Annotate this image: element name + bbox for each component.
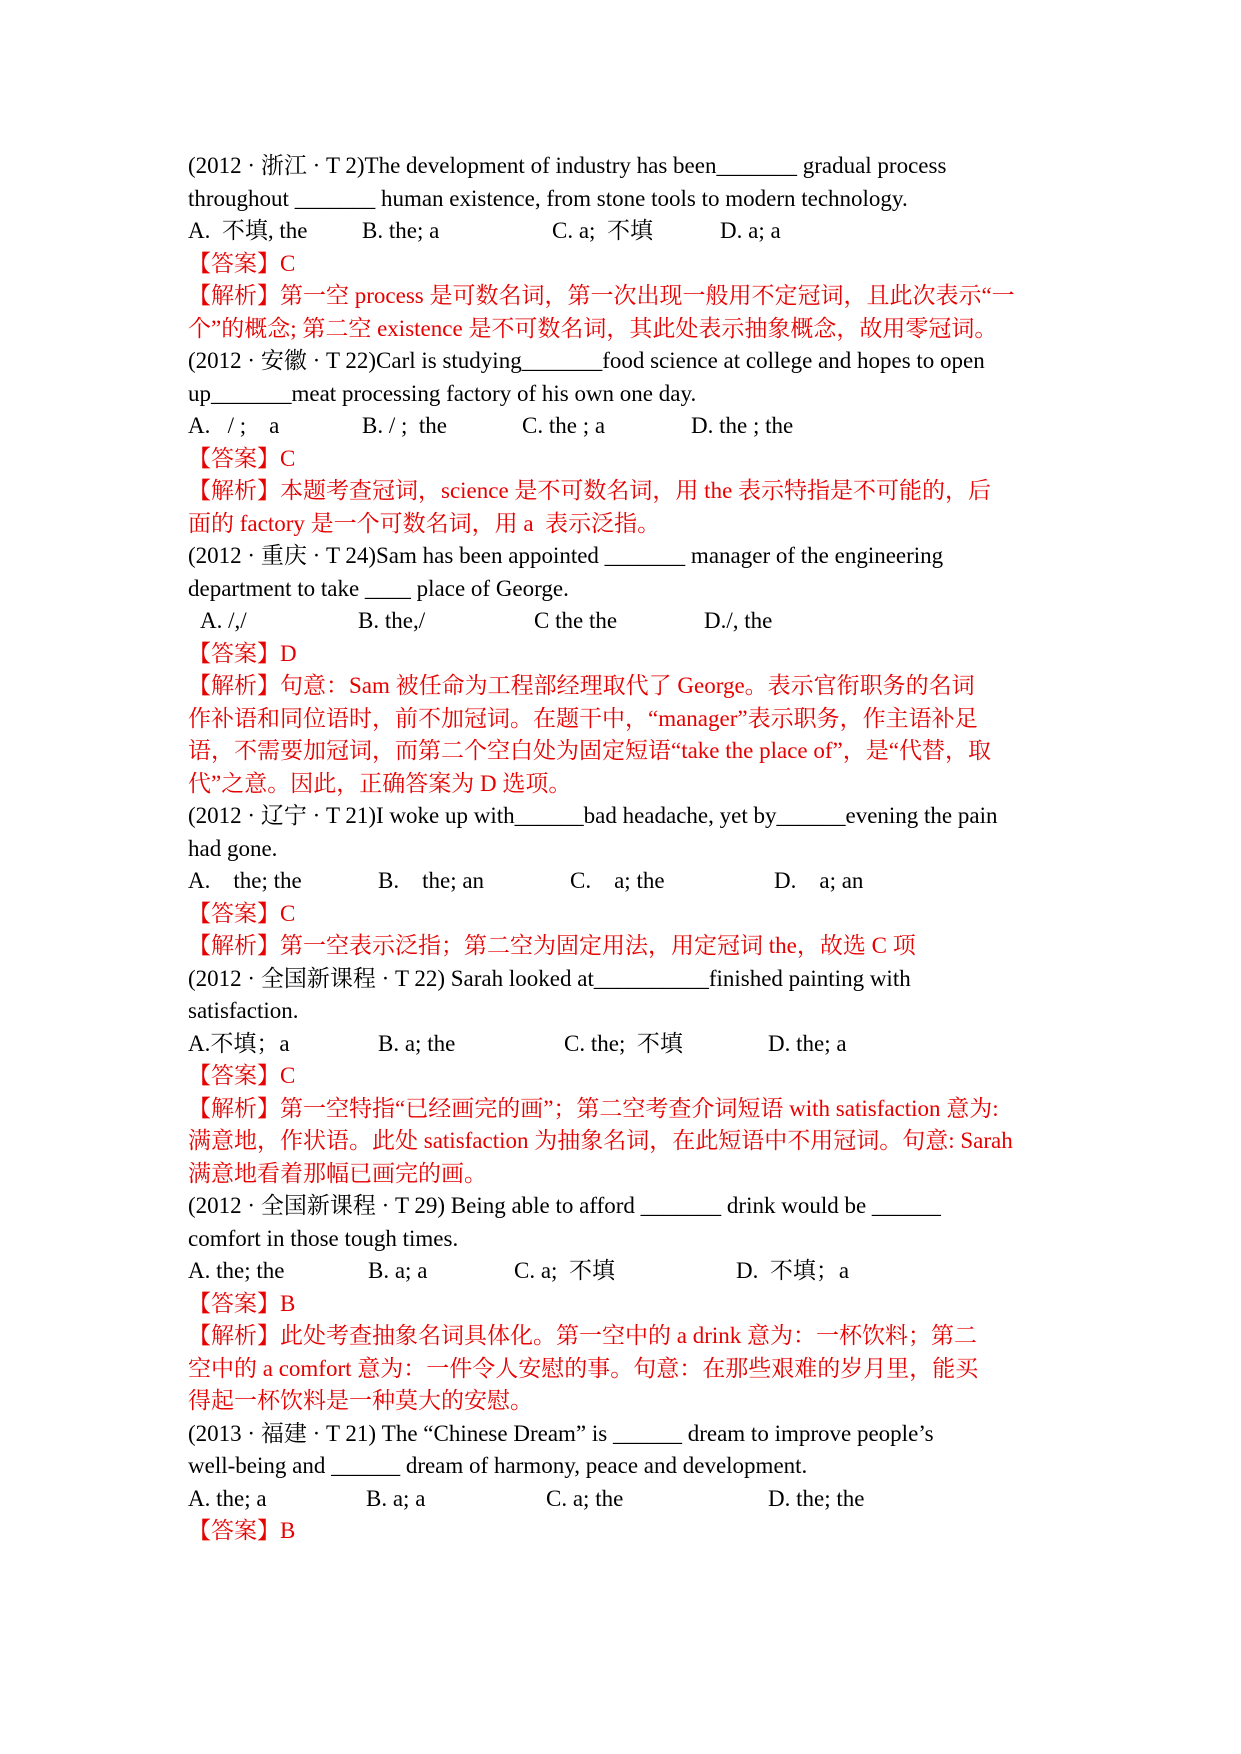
question-stem: well-being and ______ dream of harmony, peace and development.	[188, 1453, 808, 1478]
option-a: A. the; a	[188, 1485, 267, 1511]
analysis-text: 代”之意。因此，正确答案为 D 选项。	[188, 770, 572, 796]
option-c: C. the ; a	[522, 413, 606, 438]
analysis-text: 满意地看着那幅已画完的画。	[188, 1160, 487, 1186]
question-stem: (2012 · 安徽 · T 22)Carl is studying_______food science at college and hopes to open	[188, 348, 985, 373]
answer-options	[188, 410, 1068, 443]
option-d: D. a; an	[774, 868, 864, 893]
analysis-text: 语，不需要加冠词，而第二个空白处为固定短语“take the place of”，是“代替，取	[188, 738, 991, 763]
analysis-text: 【解析】第一空特指“已经画完的画”；第二空考查介词短语 with satisfaction 意为:	[188, 1095, 999, 1121]
answer-options	[188, 1028, 1068, 1061]
answer-options	[188, 865, 1068, 898]
question-2	[188, 345, 1068, 540]
answer-options	[188, 215, 1068, 248]
question-5	[188, 963, 1068, 1191]
option-b: B. / ; the	[362, 413, 447, 438]
option-b: B. the,/	[358, 608, 426, 633]
question-stem: comfort in those tough times.	[188, 1225, 459, 1251]
answer-options	[188, 605, 1068, 638]
question-stem: (2012 · 浙江 · T 2)The development of industry has been_______ gradual process	[188, 153, 947, 178]
analysis-text: 【解析】此处考查抽象名词具体化。第一空中的 a drink 意为：一杯饮料；第二	[188, 1323, 978, 1348]
option-a: A. the; the	[188, 1258, 285, 1283]
question-4	[188, 800, 1068, 963]
analysis-text: 满意地，作状语。此处 satisfaction 为抽象名词，在此短语中不用冠词。句意: Sarah	[188, 1128, 1013, 1153]
option-d: D. the; a	[768, 1030, 847, 1056]
option-c: C. a; 不填	[514, 1258, 615, 1283]
option-c: C. the; 不填	[564, 1030, 683, 1056]
answer-key: 【答案】C	[188, 445, 296, 471]
question-7	[188, 1418, 1068, 1548]
option-c: C. a; the	[546, 1485, 624, 1511]
question-6	[188, 1190, 1068, 1418]
question-stem: (2013 · 福建 · T 21) The “Chinese Dream” is ______ dream to improve people’s	[188, 1420, 934, 1446]
question-stem: (2012 · 全国新课程 · T 22) Sarah looked at__________finished painting with	[188, 965, 911, 991]
analysis-text: 作补语和同位语时，前不加冠词。在题干中，“manager”表示职务，作主语补足	[188, 705, 978, 731]
question-3	[188, 540, 1068, 800]
analysis-text: 得起一杯饮料是一种莫大的安慰。	[188, 1388, 533, 1413]
analysis-text: 空中的 a comfort 意为：一件令人安慰的事。句意：在那些艰难的岁月里，能买	[188, 1355, 979, 1381]
answer-options	[188, 1255, 1068, 1288]
question-stem: up_______meat processing factory of his own one day.	[188, 380, 697, 406]
option-d: D. 不填；a	[736, 1258, 850, 1283]
analysis-text: 【解析】第一空 process 是可数名词，第一次出现一般用不定冠词，且此次表示“一	[188, 283, 1015, 308]
question-1	[188, 150, 1068, 345]
option-d: D. the; the	[768, 1485, 865, 1511]
option-d: D./, the	[704, 608, 773, 633]
option-b: B. a; a	[368, 1258, 428, 1283]
answer-key: 【答案】D	[188, 640, 297, 666]
analysis-text: 面的 factory 是一个可数名词，用 a 表示泛指。	[188, 510, 661, 536]
option-b: B. the; a	[362, 218, 440, 243]
answer-key: 【答案】B	[188, 1518, 296, 1543]
option-d: D. a; a	[720, 218, 781, 243]
option-b: B. the; an	[378, 868, 485, 893]
analysis-text: 【解析】句意：Sam 被任命为工程部经理取代了 George。表示官衔职务的名词	[188, 673, 975, 698]
option-c: C. a; 不填	[552, 218, 653, 243]
question-stem: (2012 · 重庆 · T 24)Sam has been appointed _______ manager of the engineering	[188, 543, 944, 568]
option-b: B. a; a	[366, 1485, 426, 1511]
analysis-text: 【解析】本题考查冠词，science 是不可数名词，用 the 表示特指是不可能的，后	[188, 478, 992, 503]
question-stem: had gone.	[188, 835, 278, 861]
option-c: C. a; the	[570, 868, 665, 893]
question-stem: (2012 · 辽宁 · T 21)I woke up with______bad headache, yet by______evening the pain	[188, 803, 998, 828]
option-c: C the the	[534, 608, 618, 633]
answer-options	[188, 1483, 1068, 1516]
question-stem: throughout _______ human existence, from stone tools to modern technology.	[188, 185, 908, 211]
analysis-text: 【解析】第一空表示泛指；第二空为固定用法，用定冠词 the，故选 C 项	[188, 933, 916, 958]
answer-key: 【答案】C	[188, 900, 296, 926]
option-d: D. the ; the	[691, 413, 794, 438]
answer-key: 【答案】C	[188, 250, 296, 276]
option-a: A. the; the	[188, 868, 302, 893]
option-a: A. /,/	[200, 608, 247, 633]
question-stem: department to take ____ place of George.	[188, 575, 569, 601]
option-a: A. 不填, the	[188, 218, 308, 243]
document-body	[188, 150, 1068, 1548]
option-b: B. a; the	[378, 1030, 456, 1056]
question-stem: satisfaction.	[188, 998, 299, 1023]
option-a: A.不填；a	[188, 1030, 290, 1056]
option-a: A. / ; a	[188, 413, 280, 438]
answer-key: 【答案】B	[188, 1290, 296, 1316]
analysis-text: 个”的概念; 第二空 existence 是不可数名词，其此处表示抽象概念，故用零冠词。	[188, 315, 998, 341]
question-stem: (2012 · 全国新课程 · T 29) Being able to afford _______ drink would be ______	[188, 1193, 941, 1218]
answer-key: 【答案】C	[188, 1063, 296, 1088]
